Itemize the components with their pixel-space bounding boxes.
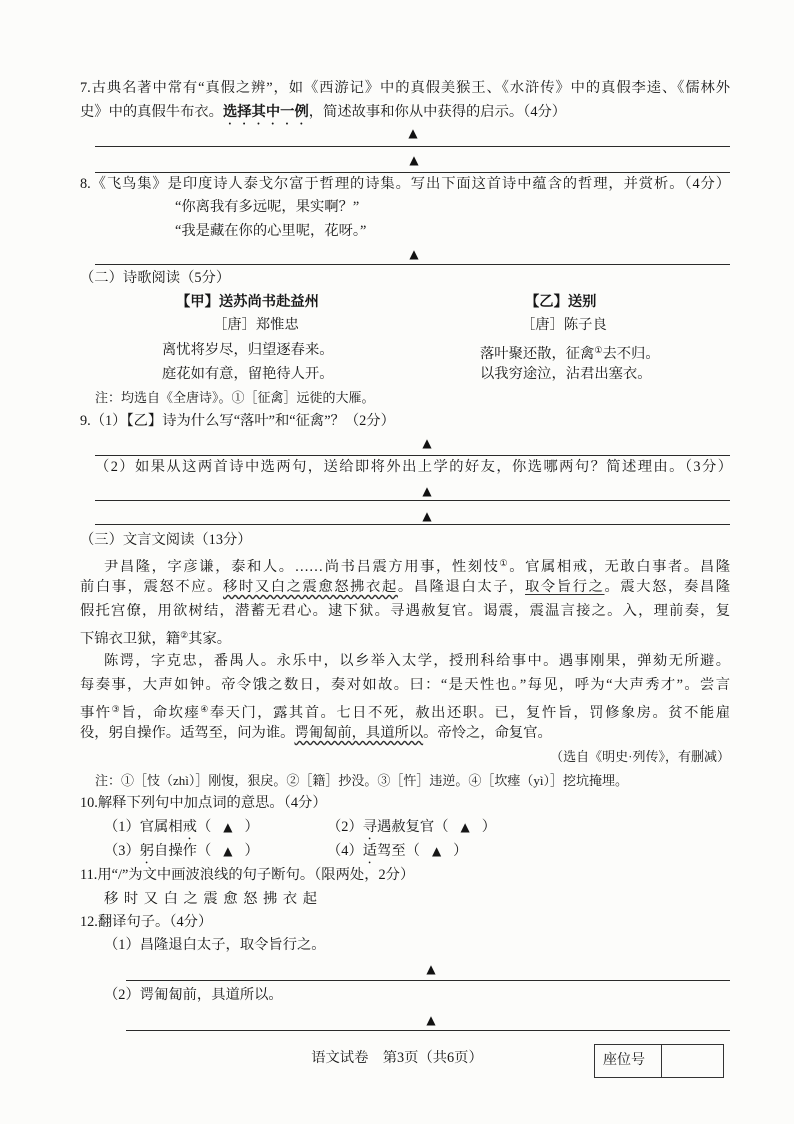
poem-b-title: 【乙】送别 bbox=[525, 294, 597, 310]
blank-close: ） bbox=[244, 843, 259, 859]
q10-item-text: （4） bbox=[327, 843, 363, 859]
seat-number-label: 座位号 bbox=[603, 1053, 645, 1068]
dotted-word: 寻 bbox=[362, 819, 378, 835]
q8-poem-line: “你离我有多远呢，果实啊？” bbox=[175, 199, 360, 215]
passage-note: 注：①［忮（zhì）］刚愎，狠戾。②［籍］抄没。③［忤］违逆。④［坎瘗（yì）］挖坑掩埋。 bbox=[95, 773, 628, 788]
passage-text: 。帝怜之，命复官。 bbox=[423, 725, 552, 741]
q11-sentence: 移 时 又 白 之 震 愈 怒 拂 衣 起 bbox=[104, 891, 319, 907]
passage-text: 奉天门，露其首。七日不死，赦出还职。已，复忤旨，罚修象房。贫不能雇 bbox=[209, 705, 731, 721]
q10-item-text: 驾至 bbox=[377, 843, 406, 859]
answer-line bbox=[126, 1030, 730, 1031]
passage1-line bbox=[80, 626, 231, 648]
passage-text: 事忤 bbox=[80, 705, 112, 721]
answer-marker-icon: ▲ bbox=[426, 1013, 436, 1027]
answer-line bbox=[95, 500, 730, 501]
passage1-line: 假托宫僚，用欲树结，潜蓄无君心。逮下狱。寻遇赦复官。谒震，震温言接之。入，理前奏，复 bbox=[80, 603, 730, 619]
footnote-marker: ④ bbox=[200, 704, 210, 714]
blank-close: ） bbox=[481, 819, 497, 835]
passage-text: 。官属相戒，无敢白事者。昌隆 bbox=[509, 559, 731, 575]
q12-item: （2）谔匍匐前，具道所以。 bbox=[104, 987, 283, 1003]
passage2-line bbox=[80, 700, 730, 722]
passage1-line bbox=[104, 554, 730, 576]
poem-b-line bbox=[480, 341, 660, 363]
q8-prompt: 8.《飞鸟集》是印度诗人泰戈尔富于哲理的诗集。写出下面这首诗中蕴含的哲理，并赏析。（4分） bbox=[80, 176, 730, 192]
blank-close: ） bbox=[453, 843, 468, 859]
wavy-underlined-sentence: 谔匍匐前，具道所以 bbox=[294, 725, 424, 741]
footnote-marker: ① bbox=[594, 345, 603, 355]
poem-note: 注：均选自《全唐诗》。①［征禽］远徙的大雁。 bbox=[95, 390, 375, 405]
answer-marker-icon: ▲ bbox=[422, 436, 432, 450]
answer-marker-icon: ▲ bbox=[426, 962, 436, 976]
answer-line bbox=[95, 146, 730, 147]
answer-marker-icon: ▲ bbox=[460, 820, 470, 834]
blank-open: （ bbox=[196, 819, 212, 835]
q11-prompt: 11.用“/”为文中画波浪线的句子断句。（限两处，2分） bbox=[80, 867, 415, 883]
passage-source: （选自《明史·列传》，有删减） bbox=[550, 749, 730, 764]
wavy-underlined-sentence: 移时又白之震愈怒拂衣起 bbox=[223, 579, 398, 595]
answer-line bbox=[126, 980, 730, 981]
q10-item-text: （1）官属相 bbox=[104, 819, 183, 835]
passage2-line: 每奏事，大声如钟。帝令饿之数日，奏对如故。曰：“是天性也。”每见，呼为“大声秀才”。尝言 bbox=[80, 677, 730, 693]
passage-text: 。昌隆退白太子， bbox=[397, 579, 526, 595]
poem-b-text: 去不归。 bbox=[602, 346, 660, 362]
q7-text: 史》中的真假牛布衣。 bbox=[80, 104, 223, 120]
answer-line bbox=[95, 524, 730, 525]
passage-text: 役，躬自操作。适驾至，问为谁。 bbox=[80, 725, 295, 741]
underlined-phrase: 取令旨行之 bbox=[525, 579, 605, 595]
footnote-marker: ② bbox=[180, 630, 189, 640]
passage-text: 尹昌隆，字彦谦，泰和人。……尚书吕震方用事，性刻忮 bbox=[104, 559, 500, 575]
page-footer: 语文试卷 第3页（共6页） bbox=[311, 1050, 483, 1066]
answer-marker-icon: ▲ bbox=[431, 844, 442, 858]
q10-item-text: （2） bbox=[327, 819, 363, 835]
passage-text: 下锦衣卫狱，籍 bbox=[80, 631, 181, 647]
section3-heading: （三）文言文阅读（13分） bbox=[80, 532, 252, 548]
answer-line bbox=[95, 264, 730, 265]
q9-part2: （2）如果从这两首诗中选两句，送给即将外出上学的好友，你选哪两句？简述理由。（3分） bbox=[95, 459, 732, 475]
answer-marker-icon: ▲ bbox=[422, 484, 432, 498]
q10-prompt: 10.解释下列句中加点词的意思。（4分） bbox=[80, 795, 327, 811]
q10-item-text: （3） bbox=[104, 843, 140, 859]
answer-line bbox=[95, 455, 730, 456]
q10-item bbox=[104, 818, 259, 843]
footnote-marker: ① bbox=[499, 558, 510, 568]
passage1-line bbox=[80, 578, 730, 596]
q9-part1: 9.（1）【乙】诗为什么写“落叶”和“征禽”？（2分） bbox=[80, 413, 395, 429]
blank-open: （ bbox=[434, 819, 449, 835]
q8-poem-line: “我是藏在你的心里呢，花呀。” bbox=[175, 223, 367, 239]
passage-text: 。震大怒，奏昌隆 bbox=[604, 579, 731, 595]
poem-a-line: 庭花如有意，留艳待人开。 bbox=[162, 366, 334, 382]
q10-item bbox=[327, 842, 467, 867]
passage-text: 前白事，震怒不应。 bbox=[80, 579, 224, 595]
dotted-word: 适 bbox=[362, 843, 378, 859]
seat-box-divider bbox=[661, 1045, 662, 1077]
poem-b-author: ［唐］陈子良 bbox=[521, 317, 607, 333]
passage2-line bbox=[80, 724, 552, 742]
seat-number-box bbox=[594, 1044, 724, 1078]
dotted-word: 戒 bbox=[182, 819, 197, 835]
q10-item-text: 遇赦复官 bbox=[377, 819, 435, 835]
q7-prompt-line2 bbox=[80, 103, 566, 128]
answer-marker-icon: ▲ bbox=[409, 153, 419, 167]
section2-heading: （二）诗歌阅读（5分） bbox=[80, 270, 231, 286]
poem-a-author: ［唐］郑惟忠 bbox=[213, 317, 299, 333]
q12-item: （1）昌隆退白太子，取令旨行之。 bbox=[104, 937, 326, 953]
q7-emphasis: 选择其中一例 bbox=[222, 104, 309, 120]
q7-text: ，简述故事和你从中获得的启示。（4分） bbox=[308, 104, 567, 120]
passage-text: 旨，命坎瘗 bbox=[121, 705, 201, 721]
poem-a-line: 离忧将岁尽，归望逐春来。 bbox=[162, 342, 334, 358]
blank-open: （ bbox=[196, 843, 212, 859]
q7-prompt-line1: 7.古典名著中常有“真假之辨”，如《西游记》中的真假美猴王、《水浒传》中的真假李逵、《儒林外 bbox=[80, 80, 730, 96]
footnote-marker: ③ bbox=[111, 704, 122, 714]
poem-a-title: 【甲】送苏尚书赴益州 bbox=[176, 294, 319, 310]
answer-marker-icon: ▲ bbox=[223, 820, 233, 834]
answer-marker-icon: ▲ bbox=[422, 509, 432, 523]
answer-line bbox=[95, 172, 730, 173]
passage-text: 其家。 bbox=[188, 631, 232, 647]
passage2-line: 陈谔，字克忠，番禺人。永乐中，以乡举入太学，授刑科给事中。遇事刚果，弹劾无所避。 bbox=[104, 653, 730, 669]
blank-open: （ bbox=[405, 843, 420, 859]
q12-prompt: 12.翻译句子。（4分） bbox=[80, 914, 213, 930]
answer-marker-icon: ▲ bbox=[408, 126, 418, 140]
q10-item-text: 自操作 bbox=[154, 843, 197, 859]
poem-b-line: 以我穷途泣，沾君出塞衣。 bbox=[480, 366, 652, 382]
dotted-word: 躬 bbox=[139, 843, 155, 859]
q10-item bbox=[327, 818, 496, 843]
poem-b-text: 落叶聚还散，征禽 bbox=[480, 346, 595, 362]
q10-item bbox=[104, 842, 259, 867]
answer-marker-icon: ▲ bbox=[223, 844, 233, 858]
answer-marker-icon: ▲ bbox=[409, 247, 419, 261]
blank-close: ） bbox=[244, 819, 259, 835]
